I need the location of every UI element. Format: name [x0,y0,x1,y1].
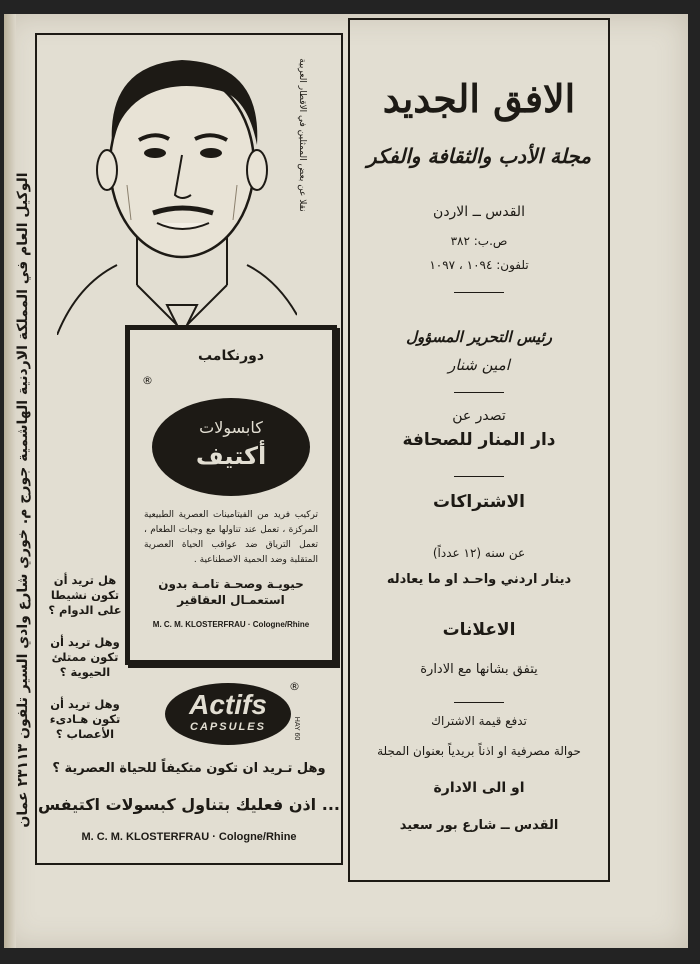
divider [454,292,504,293]
actifs-logo [165,683,291,745]
package-manufacturer: M. C. M. KLOSTERFRAU · Cologne/Rhine [152,620,310,629]
magazine-po-box: ص.ب: ٣٨٢ [450,234,508,248]
subscriptions-heading: الاشتراكات [433,492,525,512]
divider [454,392,504,393]
divider [454,702,504,703]
ad-manufacturer: M. C. M. KLOSTERFRAU · Cologne/Rhine [81,831,297,843]
logo-sub-text: CAPSULES [190,721,266,733]
magazine-city: القدس ــ الاردن [433,204,525,220]
payment-alternative: او الى الادارة [433,780,525,796]
ads-heading: الاعلانات [442,620,516,640]
ad-call-to-action: ... اذن فعليك بتناول كبسولات اكتيفس [38,795,340,814]
ad-question-4: وهل تـريد ان تكون متكيفاً للحياة العصرية ؟ [52,761,326,776]
subscriptions-period: عن سنه (١٢ عدداً) [432,546,526,560]
man-portrait-illustration [57,35,297,335]
magazine-address: القدس ــ شارع بور سعيد [399,818,559,833]
ads-note: يتفق بشانها مع الادارة [420,662,538,677]
issued-by-label: تصدر عن [452,408,506,424]
logo-registered-mark: ® [289,680,300,693]
logo-main-text: Actifs [189,689,267,720]
ad-question-3: وهل تريد أن تكون هـادىء الأعصاب ؟ [49,697,121,741]
package-description: تركيب فريد من الفيتامينات العصرية الطبيعية المركزة ، تعمل عند تناولها مع وجبات الطعام ، تعمل الترياق ضد عواقب الحياة العصرية المتقلبة وضد الحمية الاصطناعية . [144,510,318,565]
divider [454,476,504,477]
actifs-advertisement: نقلا عن بعض الممثلين في الاقطار العربية دورنكامب ® كابسولات أكتيف تركيب فريد من الفيتامينات العصرية الطبيعية المركزة ، تعمل عند تناولها مع وجبات الطعام ، تعمل الترياق ضد عواقب الحياة العصرية المتقلبة وضد الحمية الاصطناعية . حيويـة وصحـة تامـة بدون استعمـال العقاقير M. C. M. KLOSTERFRAU · Cologne/Rhine هل تريد أن تكون نشيطا على الدوام ؟ وهل تريد أن تكون ممتلئ الحيوية ؟ وهل تريد أن تكون هـادىء الأعصاب ؟ Actifs CAPSULES ® HAY 60 وهل تـريد ان تكون متكيفاً للحياة العصرية ؟ ... اذن فعليك بتناول كبسولات اكتيفس M. C. M. KLOSTERFRAU · Cologne/Rhine [35,33,343,865]
agent-side-text: الوكيل العام في المملكة الاردنية الهاشمية جورج م. خوري شارع وادي السير تلفون ٢٣١١٣ عمان [15,172,31,828]
payment-heading: تدفع قيمة الاشتراك [431,714,527,728]
editor-label: رئيس التحرير المسؤول [406,328,552,346]
ad-question-1: هل تريد أن تكون نشيطا على الدوام ؟ [48,573,122,617]
subscriptions-price: دينار اردني واحـد او ما يعادله [386,572,572,587]
publisher-name: دار المنار للصحافة [402,430,556,450]
ad-question-2: وهل تريد أن تكون ممتلئ الحيوية ؟ [50,635,120,679]
magazine-subtitle: مجلة الأدب والثقافة والفكر [367,144,591,168]
oval-line-1: كابسولات [199,418,263,437]
product-package [125,325,337,665]
registered-mark: ® [142,374,153,387]
magazine-phone: تلفون: ١٠٩٤ ، ١٠٩٧ [429,258,529,272]
package-vitality-claim: حيويـة وصحـة تامـة بدون استعمـال العقاقير [158,577,304,607]
editor-name: امين شنار [448,356,510,374]
masthead-panel [348,18,610,882]
magazine-title: الافق الجديد [382,76,576,121]
package-oval-label [152,398,310,496]
payment-method: حوالة مصرفية او اذناً بريدياً بعنوان المجلة [377,744,581,758]
oval-line-2: أكتيف [195,442,267,470]
package-brand: دورنكامب [197,348,265,364]
